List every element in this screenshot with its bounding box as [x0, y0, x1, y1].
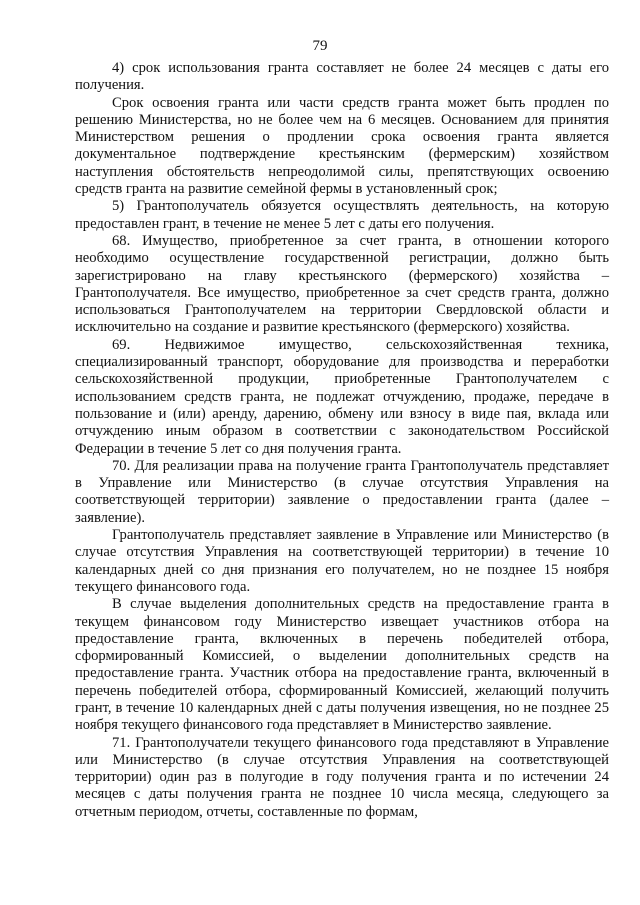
paragraph-68-property: 68. Имущество, приобретенное за счет гранта, в отношении которого необходимо осуществление государственной регистрации, должно быть зарегистрировано на главу крестьянского (фермерского) хозяйства – Грантополучателя. Все имущество, приобретенное за счет средств гранта, должно использоваться Грантополучателем на территории Свердловской области и исключительно на создание и развитие крестьянского (фермерского) хозяйства.	[75, 232, 609, 336]
paragraph-grant-extension: Срок освоения гранта или части средств гранта может быть продлен по решению Министерства, но не более чем на 6 месяцев. Основанием для принятия Министерством решения о продлении срока освоения гранта является документальное подтверждение крестьянским (фермерским) хозяйством наступления обстоятельств непреодолимой силы, препятствующих освоению средств гранта на развитие семейной фермы в установленный срок;	[75, 94, 609, 198]
paragraph-70-application: 70. Для реализации права на получение гранта Грантополучатель представляет в Управление или Министерство (в случае отсутствия Управления на соответствующей территории) заявление о предоставлении гранта (далее – заявление).	[75, 457, 609, 526]
page-number: 79	[312, 38, 328, 54]
paragraph-item-4-term: 4) срок использования гранта составляет не более 24 месяцев с даты его получения.	[75, 60, 609, 94]
paragraph-application-deadline: Грантополучатель представляет заявление в Управление или Министерство (в случае отсутствия Управления на соответствующей территории) в течение 10 календарных дней со дня признания его получателем, но не позднее 15 ноября текущего финансового года.	[75, 527, 609, 595]
paragraph-69-real-estate: 69. Недвижимое имущество, сельскохозяйственная техника, специализированный транспорт, оборудование для производства и переработки сельскохозяйственной продукции, приобретенные Грантополучателем с использованием средств гранта, не подлежат отчуждению, продаже, передаче в пользование и (или) аренду, дарению, обмену или взносу в виде пая, вклада или отчуждению иным образом в соответствии с законодательством Российской Федерации в течение 5 лет со дня получения гранта.	[75, 336, 609, 457]
document-body	[75, 60, 609, 821]
paragraph-additional-funds: В случае выделения дополнительных средств на предоставление гранта в текущем финансовом году Министерство извещает участников отбора на предоставление гранта, включенных в перечень победителей отбора, сформированный Комиссией, о выделении дополнительных средств на предоставление гранта. Участник отбора на предоставление гранта, включенный в перечень победителей отбора, сформированный Комиссией, желающий получить грант, в течение 10 календарных дней с даты получения извещения, но не позднее 25 ноября текущего финансового года представляет в Министерство заявление.	[75, 596, 609, 734]
paragraph-71-reports: 71. Грантополучатели текущего финансового года представляют в Управление или Министерство (в случае отсутствия Управления на соответствующей территории) один раз в полугодие в году получения гранта и по истечении 24 месяцев с даты получения гранта не позднее 10 числа месяца, следующего за отчетным периодом, отчеты, составленные по формам,	[75, 734, 609, 820]
paragraph-item-5-obligation: 5) Грантополучатель обязуется осуществлять деятельность, на которую предоставлен грант, в течение не менее 5 лет с даты его получения.	[75, 198, 609, 232]
